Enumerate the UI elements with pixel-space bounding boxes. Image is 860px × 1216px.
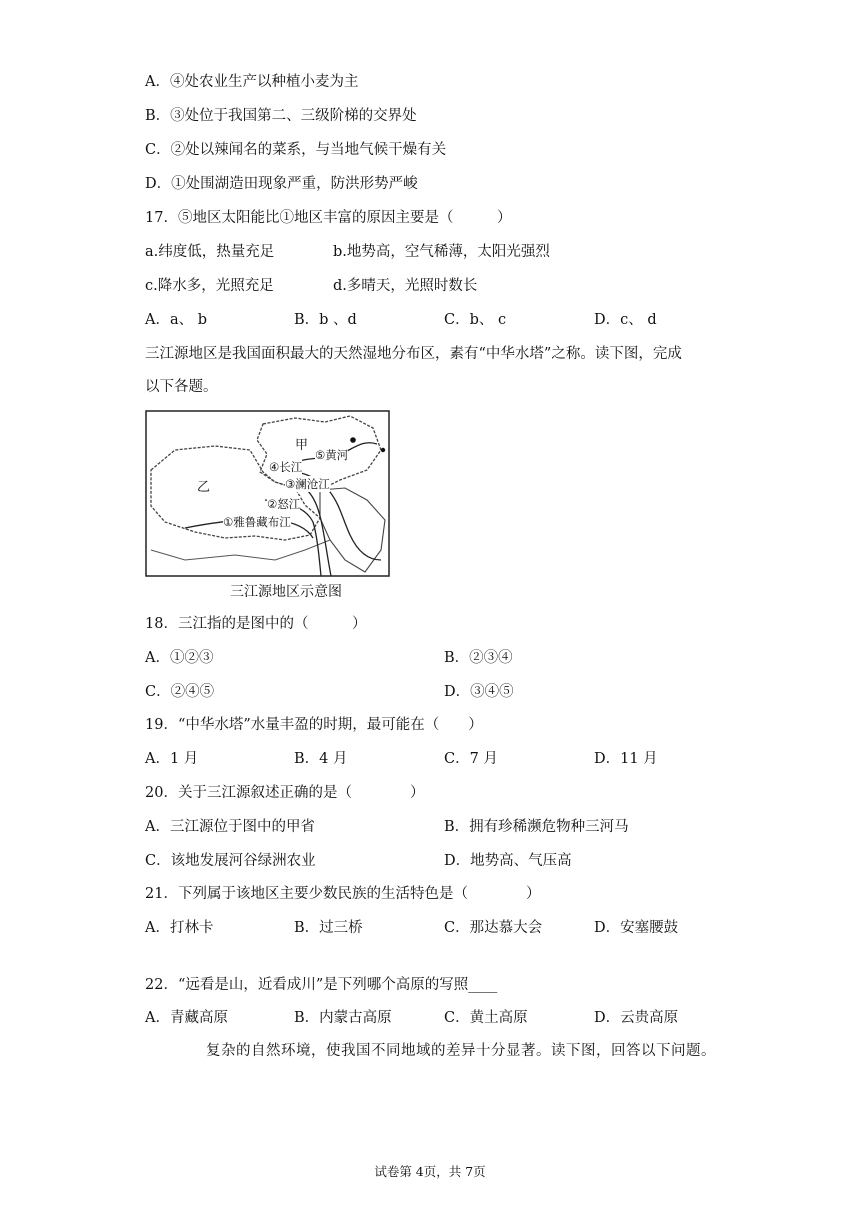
option-a-prev: A．④处农业生产以种植小麦为主 [145,74,359,90]
river-label-huanghe: ⑤黄河 [315,448,349,462]
question-18-stem: 18．三江指的是图中的（ ） [145,616,367,632]
q19-option-c: C．7 月 [444,751,498,767]
intro-line-1: 三江源地区是我国面积最大的天然湿地分布区，素有“中华水塔”之称。读下图，完成 [145,346,682,362]
q18-option-b: B．②③④ [444,650,513,666]
q19-option-b: B．4 月 [294,751,348,767]
question-20-stem: 20．关于三江源叙述正确的是（ ） [145,785,425,801]
q21-option-c: C．那达慕大会 [444,920,543,936]
map-figure [145,410,390,580]
q19-option-a: A．1 月 [145,751,199,767]
question-17-stem: 17．⑤地区太阳能比①地区丰富的原因主要是（ ） [145,210,512,226]
question-22-stem: 22．“远看是山，近看成川”是下列哪个高原的写照____ [145,977,498,993]
q19-option-d: D．11 月 [594,751,658,767]
q17-item-c: c.降水多，光照充足 [145,278,274,294]
q17-option-d: D．c、 d [594,312,657,328]
map-caption: 三江源地区示意图 [230,584,342,600]
q18-option-a: A．①②③ [145,650,214,666]
river-label-yarlung: ①雅鲁藏布江 [223,515,291,529]
q18-option-d: D．③④⑤ [444,684,514,700]
q22-option-d: D．云贵高原 [594,1010,679,1026]
q21-option-d: D．安塞腰鼓 [594,920,679,936]
q17-item-a: a.纬度低，热量充足 [145,244,275,260]
q22-option-c: C．黄土高原 [444,1010,528,1026]
q22-option-a: A．青藏高原 [145,1010,228,1026]
q17-option-b: B．b 、d [294,312,357,328]
q21-option-a: A．打林卡 [145,920,214,936]
q22-option-b: B．内蒙古高原 [294,1010,392,1026]
option-c-prev: C．②处以辣闻名的菜系，与当地气候干燥有关 [145,142,447,158]
option-d-prev: D．①处围湖造田现象严重，防洪形势严峻 [145,176,418,192]
q21-option-b: B．过三桥 [294,920,363,936]
river-label-nujiang: ②怒江 [267,497,301,511]
option-b-prev: B．③处位于我国第二、三级阶梯的交界处 [145,108,417,124]
q17-item-b: b.地势高，空气稀薄，太阳光强烈 [333,244,550,260]
q20-option-b: B．拥有珍稀濒危物种三河马 [444,819,629,835]
river-label-changjiang: ④长江 [269,460,303,474]
next-section-intro: 复杂的自然环境，使我国不同地域的差异十分显著。读下图，回答以下问题。 [206,1043,716,1059]
q17-item-d: d.多晴天，光照时数长 [333,278,478,294]
q17-option-c: C．b、 c [444,312,507,328]
intro-line-2: 以下各题。 [145,379,218,395]
sanjiangyuan-map [145,410,390,603]
region-yi-label: 乙 [197,480,211,495]
q20-option-d: D．地势高、气压高 [444,853,572,869]
q20-option-a: A．三江源位于图中的甲省 [145,819,315,835]
question-21-stem: 21．下列属于该地区主要少数民族的生活特色是（ ） [145,886,541,902]
question-19-stem: 19．“中华水塔”水量丰盈的时期，最可能在（ ） [145,717,483,733]
q18-option-c: C．②④⑤ [145,684,215,700]
page-footer: 试卷第 4页，共 7页 [374,1164,486,1179]
river-label-lancangjiang: ③澜沧江 [285,477,330,491]
q20-option-c: C．该地发展河谷绿洲农业 [145,853,316,869]
q17-option-a: A．a、 b [145,312,208,328]
region-jia-label: 甲 [295,438,309,453]
